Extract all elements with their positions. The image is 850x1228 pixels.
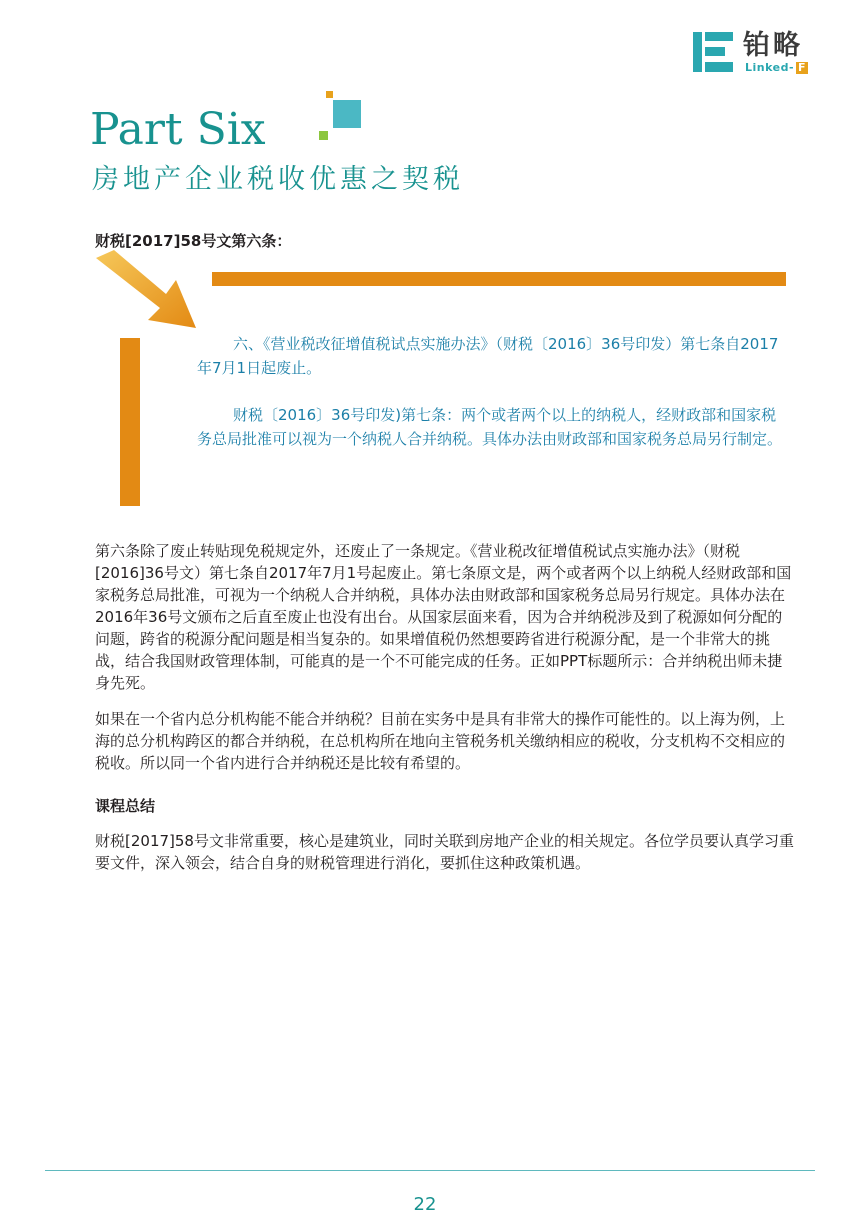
quote-paragraph-2: 财税〔2016〕36号印发)第七条：两个或者两个以上的纳税人，经财政部和国家税务总局批准可以视为一个纳税人合并纳税。具体办法由财政部和国家税务总局另行制定。 [197, 406, 783, 448]
body-paragraph-1: 第六条除了废止转贴现免税规定外，还废止了一条规定。《营业税改征增值税试点实施办法》（财税[2016]36号文）第七条自2017年7月1号起废止。第七条原文是，两个或者两个以上纳税人经财政部和国家税务总局批准，可视为一个纳税人合并纳税，具体办法由财政部和国家税务总局另行规定。具体办法在2016年36号文颁布之后直至废止也没有出台。从国家层面来看，因为合并纳税涉及到了税源如何分配的问题，跨省的税源分配问题是相当复杂的。如果增值税仍然想要跨省进行税源分配，是一个非常大的挑战，结合我国财政管理体制，可能真的是一个不可能完成的任务。正如PPT标题所示：合并纳税出师未捷身先死。 [95, 542, 792, 692]
body-paragraph-3: 财税[2017]58号文非常重要，核心是建筑业，同时关联到房地产企业的相关规定。各位学员要认真学习重要文件，深入领会，结合自身的财税管理进行消化，要抓住这种政策机遇。 [95, 832, 794, 872]
arrow-down-right-icon [96, 250, 206, 340]
part-subtitle: 房地产企业税收优惠之契税 [92, 164, 464, 195]
footer-divider [45, 1170, 815, 1171]
decor-square-green [319, 131, 328, 140]
quote-paragraph-1: 六、《营业税改征增值税试点实施办法》（财税〔2016〕36号印发）第七条自2017年7月1日起废止。 [197, 335, 779, 377]
summary-heading: 课程总结 [95, 797, 156, 815]
logo-name-cn: 铂略 [743, 30, 803, 61]
body-paragraph-2: 如果在一个省内总分机构能不能合并纳税？目前在实务中是具有非常大的操作可能性的。以上海为例，上海的总分机构跨区的都合并纳税，在总机构所在地向主管税务机关缴纳相应的税收，分支机构不交相应的税收。所以同一个省内进行合并纳税还是比较有希望的。 [95, 710, 786, 772]
logo-f-box: F [798, 61, 807, 74]
linked-f-logo-icon [693, 32, 733, 72]
page-number: 22 [413, 1194, 437, 1215]
part-title: Part Six [90, 104, 266, 155]
decor-square-teal [333, 100, 361, 128]
quote-left-bar [120, 338, 140, 506]
quote-top-bar [212, 272, 786, 286]
section-heading: 财税[2017]58号文第六条： [95, 232, 292, 250]
decor-square-orange [326, 91, 333, 98]
logo-name-en: Linked- F [745, 61, 807, 74]
